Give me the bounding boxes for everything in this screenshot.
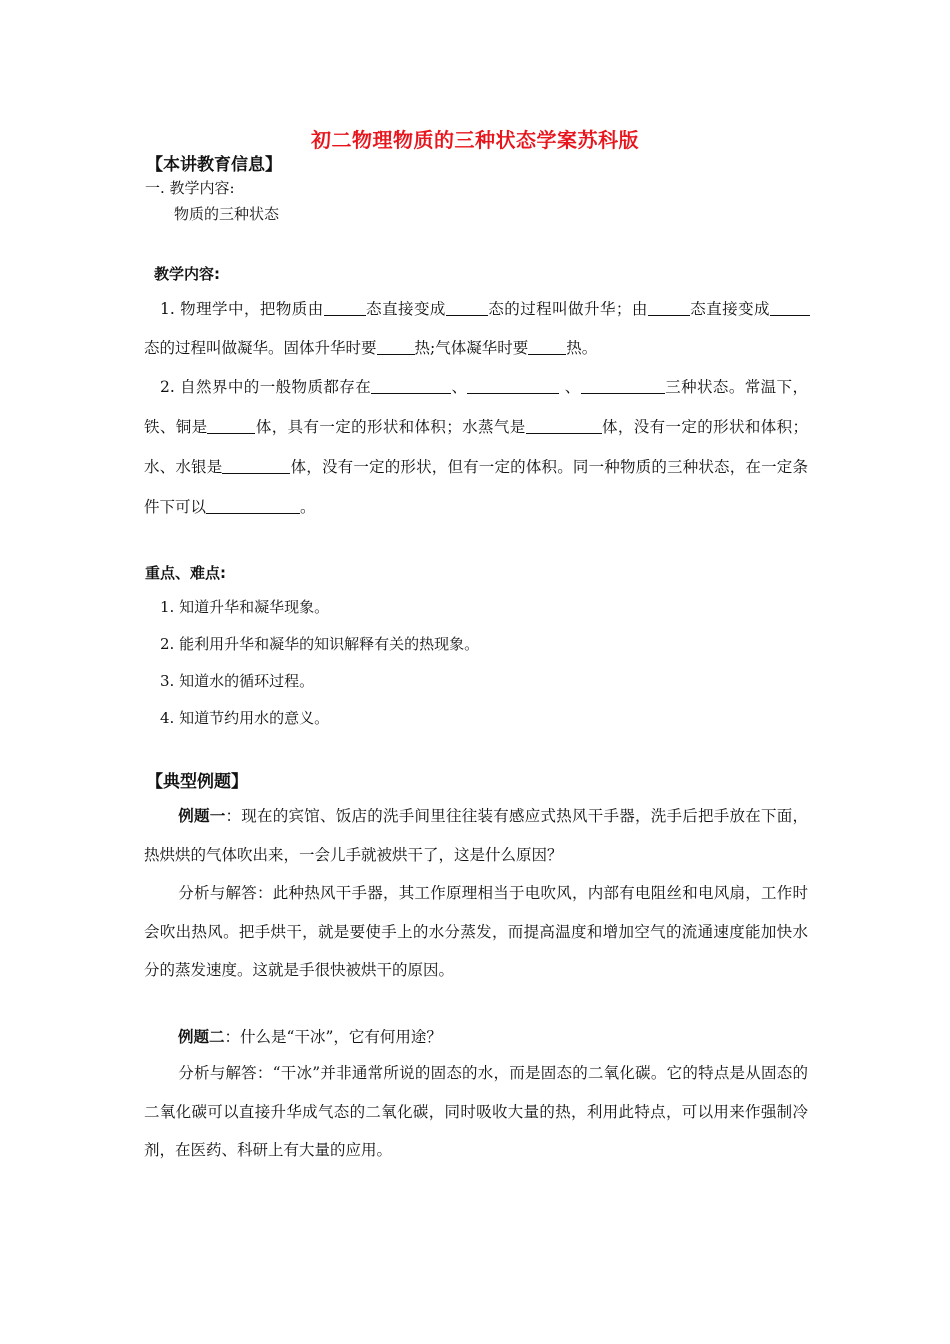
key-point-2: 2. 能利用升华和凝华的知识解释有关的热现象。 [160,635,480,653]
q2-blank-2 [467,379,559,394]
q1-text-g: 热。 [566,338,598,357]
key-point-1: 1. 知道升华和凝华现象。 [160,598,330,616]
example-1-question [144,797,808,874]
question-1 [144,290,810,367]
teaching-content-heading: 教学内容: [154,265,220,283]
example-1-answer-text: 分析与解答：此种热风干手器，其工作原理相当于电吹风，内部有电阻丝和电风扇，工作时会吹出热风。把手烘干，就是要使手上的水分蒸发，而提高温度和增加空气的流通速度能加快水分的蒸发速度。这就是手很快被烘干的原因。 [144,884,808,979]
q2-blank-5 [526,419,602,434]
teaching-content-label: 一. 教学内容: [145,179,235,197]
example-1-question-text: ：现在的宾馆、饭店的洗手间里往往装有感应式热风干手器，洗手后把手放在下面，热烘烘的气体吹出来，一会儿手就被烘干了，这是什么原因？ [144,807,808,864]
document-title: 初二物理物质的三种状态学案苏科版 [311,128,639,152]
q2-text-f: 。 [300,498,316,516]
q2-text-e: 体，没有一定的形状，但有一定的体积。同一种物质的三种状态，在一定条件下可以 [144,458,808,516]
q1-blank-4 [770,301,810,316]
q1-blank-2 [446,301,488,316]
example-2-answer-text: 分析与解答：“干冰”并非通常所说的固态的水，而是固态的二氧化碳。它的特点是从固态的二氧化碳可以直接升华成气态的二氧化碳，同时吸收大量的热，利用此特点，可以用来作强制冷剂，在医药、科研上有大量的应用。 [144,1064,808,1159]
q2-blank-4 [207,419,255,434]
example-1-answer [144,874,808,990]
q1-text-d: 态直接变成 [689,300,770,318]
q2-blank-1 [371,379,451,394]
q1-text-c: 态的过程叫做升华；由 [487,300,648,318]
key-point-3: 3. 知道水的循环过程。 [160,672,315,690]
q2-blank-6 [222,459,290,474]
q2-sep-2: 、 [559,378,581,396]
q2-blank-7 [206,499,300,514]
q2-text-b: 三种状态。常温下，铁、铜是 [144,378,808,436]
key-point-4: 4. 知道节约用水的意义。 [160,709,330,727]
q1-text-a: 1. 物理学中，把物质由 [160,300,324,318]
q2-blank-3 [581,379,665,394]
example-2-answer [144,1054,808,1170]
q1-blank-6 [528,340,566,355]
key-points-heading: 重点、难点: [145,564,226,582]
q2-text-d: 体，没有一定的形状和体积；水、水银是 [144,418,808,476]
example-2-label: 例题二 [178,1028,225,1046]
q1-text-f: 热;气体凝华时要 [414,338,529,357]
example-1-label: 例题一 [178,807,226,825]
teaching-content-text: 物质的三种状态 [174,205,280,223]
q1-blank-3 [648,301,690,316]
q2-sep-1: 、 [451,378,468,396]
q1-text-e: 态的过程叫做凝华。固体升华时要 [144,338,377,357]
question-2 [144,367,808,527]
q1-blank-1 [324,301,366,316]
example-2-question [144,1020,808,1054]
q1-blank-5 [377,340,415,355]
q2-text-c: 体，具有一定的形状和体积；水蒸气是 [255,418,526,436]
q1-text-b: 态直接变成 [365,300,446,318]
section-heading-info: 【本讲教育信息】 [146,155,282,175]
examples-heading: 【典型例题】 [146,772,248,792]
q2-text-a: 2. 自然界中的一般物质都存在 [160,378,372,396]
example-2-question-text: ：什么是“干冰”，它有何用途？ [224,1028,442,1046]
